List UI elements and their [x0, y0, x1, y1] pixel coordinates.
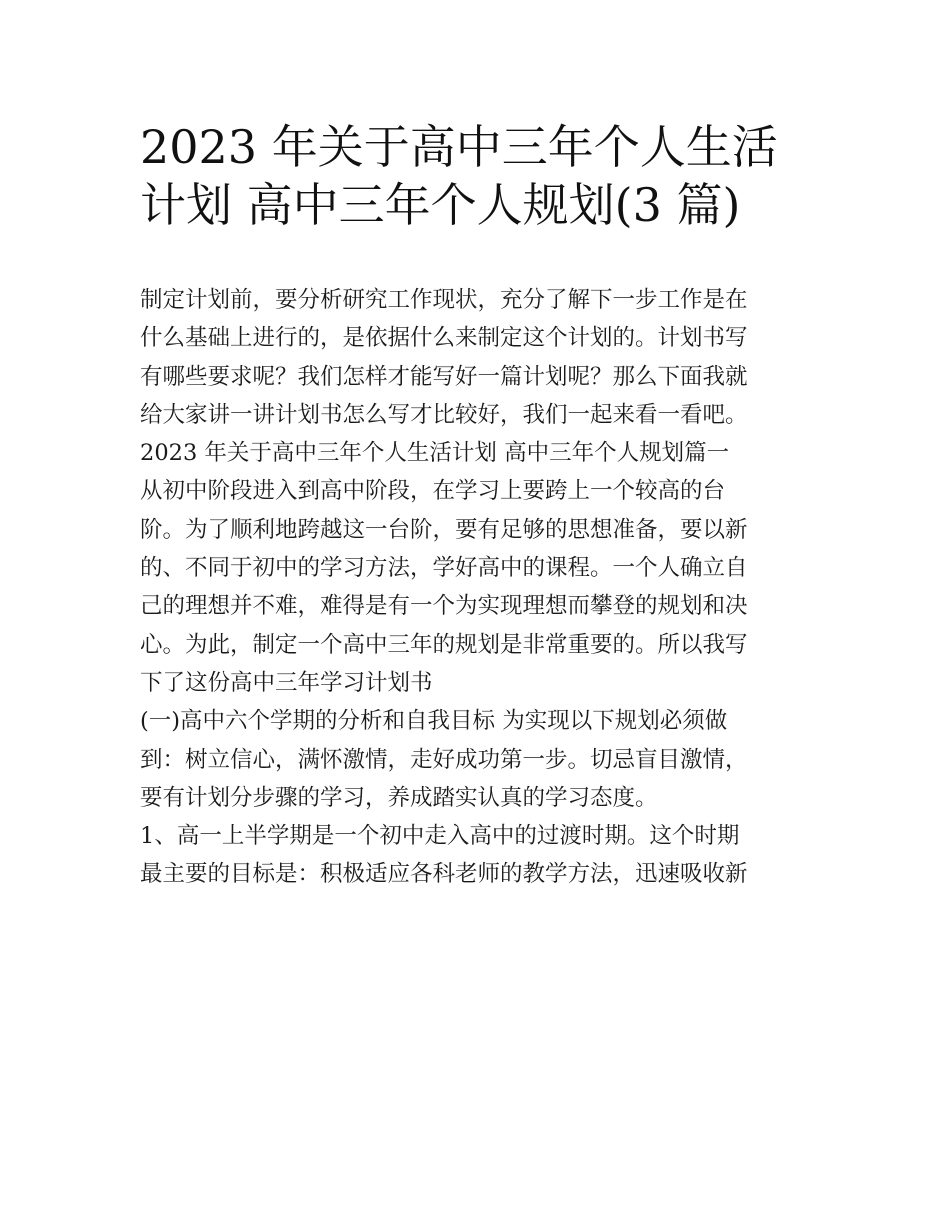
text-line: 有哪些要求呢？我们怎样才能写好一篇计划呢？那么下面我就	[140, 363, 748, 390]
text-line: 的、不同于初中的学习方法，学好高中的课程。一个人确立自	[140, 555, 748, 582]
text-line: 什么基础上进行的，是依据什么来制定这个计划的。计划书写	[140, 325, 748, 352]
text-line: 最主要的目标是：积极适应各科老师的教学方法，迅速吸收新	[140, 861, 748, 888]
text-line: 1、高一上半学期是一个初中走入高中的过渡时期。这个时期	[140, 823, 740, 850]
body-paragraph	[140, 472, 830, 702]
document-body	[140, 281, 830, 894]
text-line: 心。为此，制定一个高中三年的规划是非常重要的。所以我写	[140, 631, 748, 658]
text-line: 制定计划前，要分析研究工作现状，充分了解下一步工作是在	[140, 287, 748, 313]
title-line: 计划 高中三年个人规划(3 篇)	[140, 178, 741, 232]
text-line: 从初中阶段进入到高中阶段，在学习上要跨上一个较高的台	[140, 478, 726, 505]
title-line: 2023 年关于高中三年个人生活	[140, 120, 778, 174]
text-line: 阶。为了顺利地跨越这一台阶，要有足够的思想准备，要以新	[140, 516, 748, 543]
text-line: 给大家讲一讲计划书怎么写才比较好，我们一起来看一看吧。	[140, 401, 748, 428]
text-line: 己的理想并不难，难得是有一个为实现理想而攀登的规划和决	[140, 593, 748, 620]
section-heading	[140, 434, 830, 472]
document-title	[140, 118, 820, 234]
body-paragraph	[140, 702, 830, 817]
intro-paragraph	[140, 281, 830, 434]
text-line: 下了这份高中三年学习计划书	[140, 669, 433, 696]
text-line: 到：树立信心，满怀激情，走好成功第一步。切忌盲目激情，	[140, 746, 748, 773]
body-paragraph	[140, 817, 830, 894]
text-line: 要有计划分步骤的学习，养成踏实认真的学习态度。	[140, 784, 658, 811]
text-line: 2023 年关于高中三年个人生活计划 高中三年个人规划篇一	[140, 440, 730, 467]
text-line: (一)高中六个学期的分析和自我目标 为实现以下规划必须做	[140, 708, 728, 735]
